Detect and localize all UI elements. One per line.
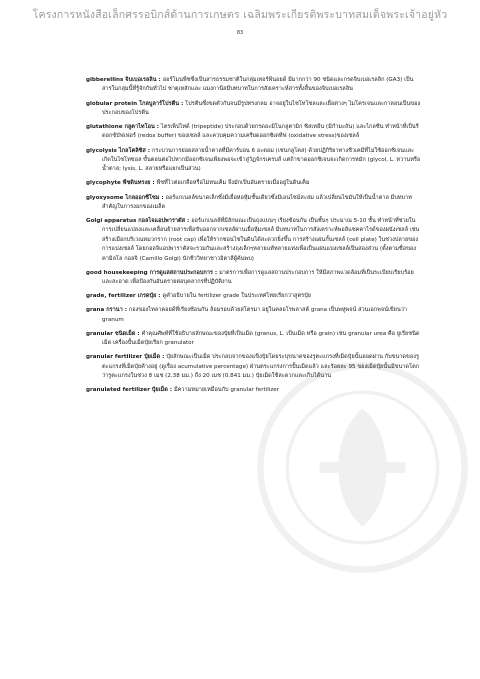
definition: พืชที่ไวต่อเกลือหรือไม่ทนเค็ม จึงมักเป็นอันตรายเมื่ออยู่ในดินเค็ม xyxy=(156,180,310,187)
term: glutathione กลูตาไทโอน xyxy=(86,124,155,130)
term: good housekeeping การดูแลสถานประกอบการ xyxy=(86,269,213,276)
glossary-entry: glutathione กลูตาไทโอน : ไตรเพ็ปไทด์ (tripeptide) ประกอบด้วยกรดอะมิโนกลูตามิก ซิสเทอีน (มีกำมะถัน) และไกลซีน ทำหน้าที่เป็นรีดอกซ์บัฟเฟอร์ (redox buffer) ของเซลล์ และควบคุมความเครียดออกซิเดทีฟ (oxidative stress)ของเซลล์ xyxy=(86,124,419,140)
term: gibberellins จิบเบอเรลลิน xyxy=(86,77,157,83)
glossary-entry: glycophyte พืชดินทรงย : พืชที่ไวต่อเกลือหรือไม่ทนเค็ม จึงมักเป็นอันตรายเมื่ออยู่ในดินเค็ม xyxy=(86,180,310,187)
definition: ปุ๋ยลักษณะเป็นเม็ด ประกอบจากของแข็งปุ๋ยโดยระบุขนาดของรูตะแกรงที่เม็ดปุ๋ยนั้นลอดผ่าน กับขนาดของรูตะแกรงที่เม็ดปุ๋ยค้างอยู่ (ดูเรื่อง acumulative percentage) ฝ่านตระแกรงการปั้นเม็ดแล้ว และร้อยละ 95 ของเม็ดปุ๋ยนั้นมีขนาดโตกว่ารูตะแกรงในช่วง 8 เมช (2.38 มม.) ถึง 20 เมช (0.841 มม.) ปุ๋ยเม็ดใช้สะดวกและเก็บได้นาน xyxy=(102,354,420,380)
definition: ฮอร์โมนพืชซึ่งเป็นสารธรรมชาติในกลุ่มเทอร์พีนอยด์ มีมากกว่า 90 ชนิดและกรดจิบเบอเรลลิก (GA3) เป็นสารในกลุ่มนี้ที่รู้จักกันทั่วไป ชาตุเหลักและ แมงกานีสมีบทบาทในการสังเคราะห์สารทั้งสิ้นของจิบเบอเรลลิน xyxy=(102,77,414,93)
term: glyoxysome ไกลออกซีโซม xyxy=(86,194,160,201)
definition: กระบวนการย่อยสลายน้ำตาลที่มีคาร์บอน 6 อะตอม (เช่นกลูโคส) ด้วยปฏิกิริยาทางชีวเคมีที่ไม่ใช้ออกซิเจนและเกิดในไซโทซอล ขั้นตอนต่อไปหากมีออกซิเจนเพียงพอจะเข้าสู่วัฏจักรเครบส์ แต่ถ้าขาดออกซิเจนจะเกิดการหมัก (glycol, L. หวานหรือน้ำตาล; lysis, L. สลายหรือแยกเป็นส่วน) xyxy=(102,147,421,173)
definition: ออร์แกเนลล์ขนาดเล็กซึ่งมีเยื่อห่อหุ้มชั้นเดียวซึ่งมีเอนไซม์สะสม แล้วเปลี่ยนไขมันให้เป็นน้ำตาล มีบทบาทสำคัญในการงอกของเมล็ด xyxy=(102,194,412,210)
term: granular fertilizer ปุ๋ยเม็ด xyxy=(86,354,161,361)
glossary-entry: glycolysis ไกลโคลิซิส : กระบวนการย่อยสลายน้ำตาลที่มีคาร์บอน 6 อะตอม (เช่นกลูโคส) ด้วยปฏิกิริยาทางชีวเคมีที่ไม่ใช้ออกซิเจนและเกิดในไซโทซอล ขั้นตอนต่อไปหากมีออกซิเจนเพียงพอจะเข้าสู่วัฏจักรเครบส์ แต่ถ้าขาดออกซิเจนจะเกิดการหมัก (glycol, L. หวานหรือน้ำตาล; lysis, L. สลายหรือแยกเป็นส่วน) xyxy=(86,147,421,173)
term: glycolysis ไกลโคลิซิส xyxy=(86,147,146,154)
glossary-entry: glyoxysome ไกลออกซีโซม : ออร์แกเนลล์ขนาดเล็กซึ่งมีเยื่อห่อหุ้มชั้นเดียวซึ่งมีเอนไซม์สะสม แล้วเปลี่ยนไขมันให้เป็นน้ำตาล มีบทบาทสำคัญในการงอกของเมล็ด xyxy=(86,194,412,210)
page-number: 83 xyxy=(236,30,244,36)
definition: โปรตีนซึ่งขดตัวกันจนมีรูปทรงกลม อาจอยู่ในไซโทโซลและเยื่อต่างๆ ไมโครเจนและกาลอนเป็นของประกอบของโปรตีน xyxy=(102,100,421,116)
glossary-entry: gibberellins จิบเบอเรลลิน : ฮอร์โมนพืชซึ่งเป็นสารธรรมชาติในกลุ่มเทอร์พีนอยด์ มีมากกว่า 90 ชนิดและกรดจิบเบอเรลลิก (GA3) เป็นสารในกลุ่มนี้ที่รู้จักกันทั่วไป ชาตุเหลักและ แมงกานีสมีบทบาทในการสังเคราะห์สารทั้งสิ้นของจิบเบอเรลลิน xyxy=(86,77,414,93)
glossary-entry: grana กรานา : กองของไทลาคอยด์ที่เรียงซ้อนกัน ล้อมรอบด้วยสโตรมา อยู่ในคลอโรพลาสต์ grana เป็นพหูพจน์ ส่วนเอกพจน์เขียนว่า granum xyxy=(86,307,408,323)
term: granular ชนิดเม็ด xyxy=(86,330,136,337)
page-header: โครงการหนังสือเล็กศรรอบิกส์ด้านการเกษตร เฉลิมพระเกียรติพระบาทสมเด็จพระเจ้าอยู่หัว xyxy=(32,9,448,21)
term: granulated fertilizer ปุ๋ยเม็ด xyxy=(86,387,168,394)
term: grade, fertilizer เกรดปุ๋ย xyxy=(86,293,157,300)
glossary-entry: granular fertilizer ปุ๋ยเม็ด : ปุ๋ยลักษณะเป็นเม็ด ประกอบจากของแข็งปุ๋ยโดยระบุขนาดของรูตะแกรงที่เม็ดปุ๋ยนั้นลอดผ่าน กับขนาดของรูตะแกรงที่เม็ดปุ๋ยค้างอยู่ (ดูเรื่อง acumulative percentage) ฝ่านตระแกรงการปั้นเม็ดแล้ว และร้อยละ 95 ของเม็ดปุ๋ยนั้นมีขนาดโตกว่ารูตะแกรงในช่วง 8 เมช (2.38 มม.) ถึง 20 เมช (0.841 มม.) ปุ๋ยเม็ดใช้สะดวกและเก็บได้นาน xyxy=(86,354,420,380)
definition: ดูคำอธิบายใน fertilizer grade ในประเทศไทยเรียกว่าสูตรปุ๋ย xyxy=(162,293,311,300)
definition: มาตรการเพื่อการดูแลสถานประกอบการ ให้มีสภาพแวดล้อมที่เป็นระเบียบเรียบร้อยและสะอาด เพื่อป้องกันอันตรายต่อบุคลากรที่ปฏิบัติงาน xyxy=(102,269,414,286)
glossary-entry: good housekeeping การดูแลสถานประกอบการ : มาตรการเพื่อการดูแลสถานประกอบการ ให้มีสภาพแวดล้อมที่เป็นระเบียบเรียบร้อยและสะอาด เพื่อป้องกันอันตรายต่อบุคลากรที่ปฏิบัติงาน xyxy=(86,269,414,286)
glossary-list xyxy=(86,76,422,400)
term: grana กรานา xyxy=(86,307,123,314)
definition: ออร์แกเนลล์ที่มีลักษณะเป็นถุงแบนๆ เรียงซ้อนกัน เป็นชั้นๆ ประมาณ 5-10 ชั้น ทำหน้าที่ช่วยในการเปลี่ยนแปลงและเคลื่อนย้ายสารเพื่อขับออกจากเซลล์ผ่านเยื่อหุ้มเซลล์ มีบทบาทในการสังเคราะห์พอลิแซคคาไรด์ของผนังเซลล์ เช่น สร้างเมือกบริเวณหมวกราก (root cap) เพื่อให้รากชอนไชในดินได้สะดวกยิ่งขึ้น การสร้างแผ่นกั้นเซลล์ (cell plate) ในช่วงปลายของการแบ่งเซลล์ โดยกอลจิแอปพาราตัสจะรวมกันและสร้างถุงเล็กๆหลายแท้หลายแท่งเพื่อเป็นแผ่นแบ่งเซลล์เป็นสองส่วน (ตั้งตามชื่อของ คามิลโล กอลจิ (Camillo Golgi) นักชีววิทยาชาวอิตาลีผู้ค้นพบ) xyxy=(102,218,420,262)
definition: กองของไทลาคอยด์ที่เรียงซ้อนกัน ล้อมรอบด้วยสโตรมา อยู่ในคลอโรพลาสต์ grana เป็นพหูพจน์ ส่วนเอกพจน์เขียนว่า granum xyxy=(102,307,408,323)
glossary-entry: Golgi apparatus กอลไจแอปพาราตัส : ออร์แกเนลล์ที่มีลักษณะเป็นถุงแบนๆ เรียงซ้อนกัน เป็นชั้นๆ ประมาณ 5-10 ชั้น ทำหน้าที่ช่วยในการเปลี่ยนแปลงและเคลื่อนย้ายสารเพื่อขับออกจากเซลล์ผ่านเยื่อหุ้มเซลล์ มีบทบาทในการสังเคราะห์พอลิแซคคาไรด์ของผนังเซลล์ เช่น สร้างเมือกบริเวณหมวกราก (root cap) เพื่อให้รากชอนไชในดินได้สะดวกยิ่งขึ้น การสร้างแผ่นกั้นเซลล์ (cell plate) ในช่วงปลายของการแบ่งเซลล์ โดยกอลจิแอปพาราตัสจะรวมกันและสร้างถุงเล็กๆหลายแท้หลายแท่งเพื่อเป็นแผ่นแบ่งเซลล์เป็นสองส่วน (ตั้งตามชื่อของ คามิลโล กอลจิ (Camillo Golgi) นักชีววิทยาชาวอิตาลีผู้ค้นพบ) xyxy=(86,218,420,262)
term: globular protein โกลบูลาร์โปรตีน xyxy=(86,100,180,107)
glossary-entry: granulated fertilizer ปุ๋ยเม็ด : มีความหมายเหมือนกับ granular fertilizer xyxy=(86,387,280,394)
glossary-entry: globular protein โกลบูลาร์โปรตีน : โปรตีนซึ่งขดตัวกันจนมีรูปทรงกลม อาจอยู่ในไซโทโซลและเยื่อต่างๆ ไมโครเจนและกาลอนเป็นของประกอบของโปรตีน xyxy=(86,100,421,116)
term: glycophyte พืชดินทรงย xyxy=(86,180,151,187)
glossary-entry: grade, fertilizer เกรดปุ๋ย : ดูคำอธิบายใน fertilizer grade ในประเทศไทยเรียกว่าสูตรปุ๋ย xyxy=(86,293,311,300)
definition: มีความหมายเหมือนกับ granular fertilizer xyxy=(173,387,280,394)
definition: ไตรเพ็ปไทด์ (tripeptide) ประกอบด้วยกรดอะมิโนกลูตามิก ซิสเทอีน (มีกำมะถัน) และไกลซีน ทำหน้าที่เป็นรีดอกซ์บัฟเฟอร์ (redox buffer) ของเซลล์ และควบคุมความเครียดออกซิเดทีฟ (oxidative stress)ของเซลล์ xyxy=(102,124,419,140)
term: Golgi apparatus กอลไจแอปพาราตัส xyxy=(86,218,186,224)
glossary-entry: granular ชนิดเม็ด : คำคุณศัพท์ที่ใช้อธิบายลักษณะของปุ๋ยที่เป็นเม็ด (granus, L. เป็นเม็ด หรือ grain) เช่น granular urea คือ ยูเรียชนิดเม็ด เครื่องปั้นเม็ดปุ๋ยเรียก granulator xyxy=(86,330,420,347)
definition: คำคุณศัพท์ที่ใช้อธิบายลักษณะของปุ๋ยที่เป็นเม็ด (granus, L. เป็นเม็ด หรือ grain) เช่น granular urea คือ ยูเรียชนิดเม็ด เครื่องปั้นเม็ดปุ๋ยเรียก granulator xyxy=(102,330,420,347)
